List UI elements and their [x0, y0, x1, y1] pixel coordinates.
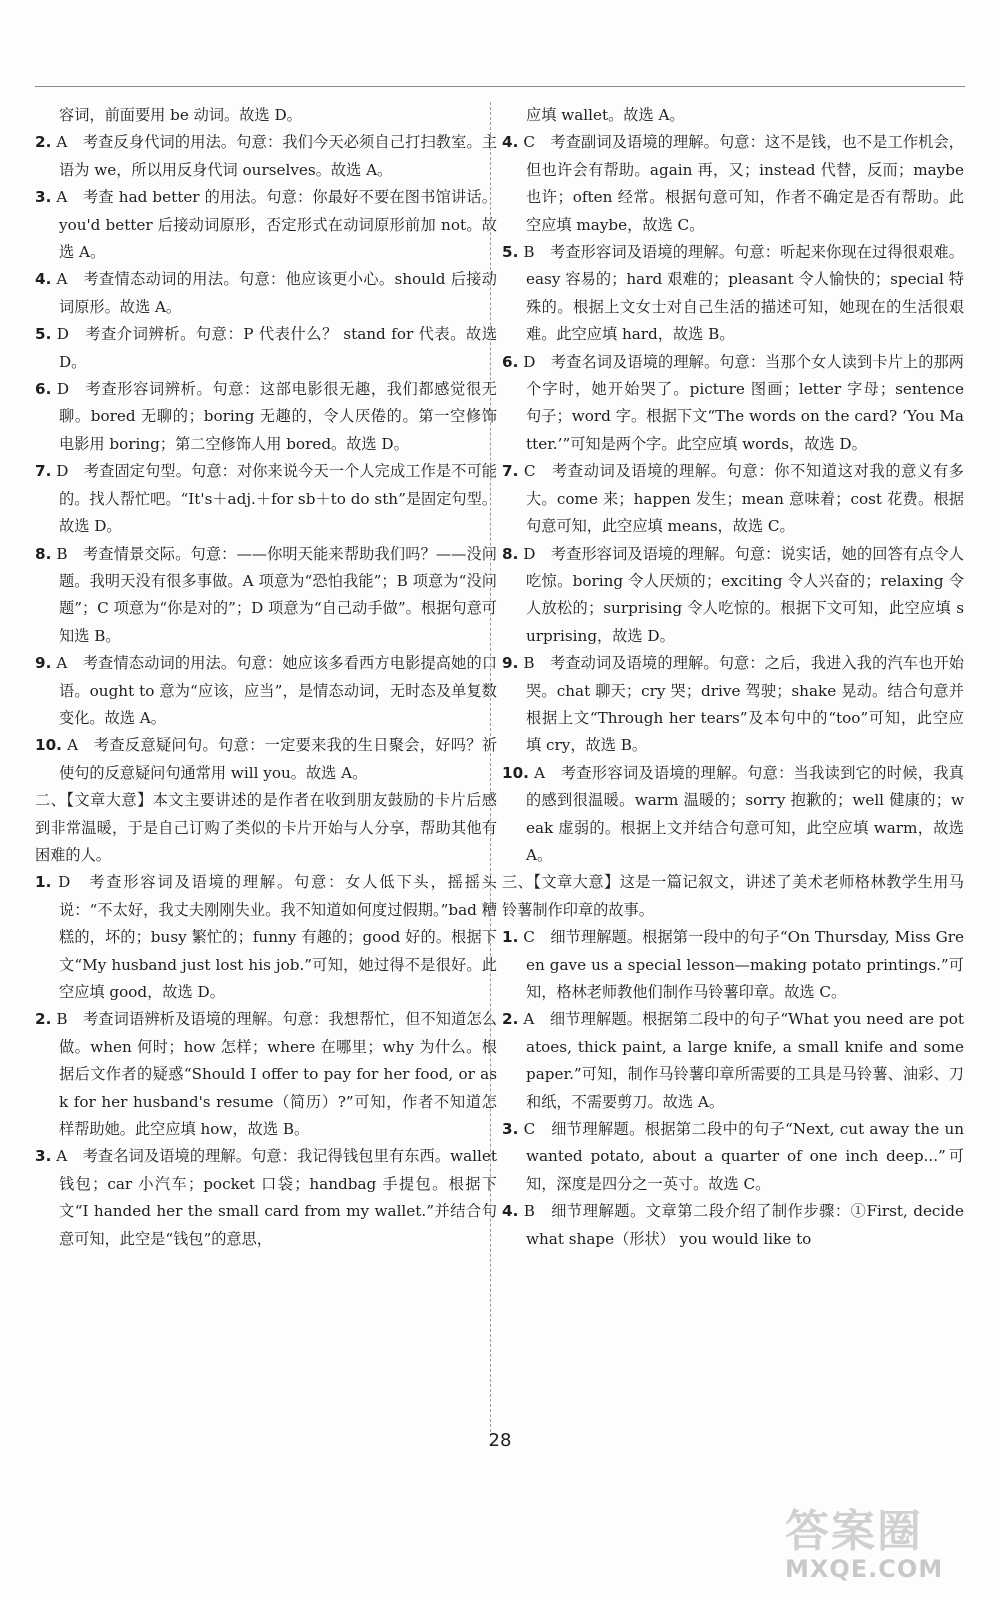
item-number: 6.: [502, 352, 519, 371]
answer-item: [35, 1006, 497, 1143]
answer-item: [502, 129, 964, 239]
item-number: 3.: [35, 1147, 52, 1166]
left-column: [35, 102, 497, 1253]
top-rule: [35, 86, 965, 87]
answer-item: [35, 184, 497, 266]
item-text: A 考查反意疑问句。句意：一定要来我的生日聚会，好吗？祈使句的反意疑问句通常用 will you。故选 A。: [59, 736, 498, 782]
item-text: A 考查情态动词的用法。句意：她应该多看西方电影提高她的口语。ought to 意为“应该，应当”，是情态动词，无时态及单复数变化。故选 A。: [56, 654, 498, 727]
item-text: C 考查副词及语境的理解。句意：这不是钱，也不是工作机会，但也许会有帮助。again 再，又；instead 代替，反而；maybe 也许；often 经常。根据句意可知，作者不确定是否有帮助。此空应填 maybe，故选 C。: [523, 133, 964, 234]
item-number: 4.: [35, 270, 52, 289]
item-text: A 考查情态动词的用法。句意：他应该更小心。should 后接动词原形。故选 A。: [56, 270, 497, 316]
item-text: D 考查介词辨析。句意：P 代表什么？ stand for 代表。故选 D。: [56, 325, 498, 371]
item-number: 3.: [502, 1120, 519, 1139]
answer-item: [35, 458, 497, 540]
watermark: [785, 1495, 985, 1595]
item-text: D 考查名词及语境的理解。句意：当那个女人读到卡片上的那两个字时，她开始哭了。picture 图画；letter 字母；sentence 句子；word 字。根据下文“The words on the card? ‘You Matter.’”可知是两个字。此空应填 words，故选 D。: [523, 352, 964, 453]
item-text: B 考查形容词及语境的理解。句意：听起来你现在过得很艰难。easy 容易的；hard 艰难的；pleasant 令人愉快的；special 特殊的。根据上文女士对自己生活的描述可知，她现在的生活很艰难。此空应填 hard，故选 B。: [523, 243, 964, 344]
item-text: C 细节理解题。根据第一段中的句子“On Thursday, Miss Green gave us a special lesson—making potato printings.”可知，格林老师教他们制作马铃薯印章。故选 C。: [523, 928, 965, 1001]
answer-item: [502, 650, 964, 760]
continued-text: 应填 wallet。故选 A。: [526, 106, 685, 124]
item-number: 5.: [35, 325, 52, 344]
continued-text: 容词，前面要用 be 动词。故选 D。: [59, 106, 302, 124]
item-text: D 考查形容词及语境的理解。句意：女人低下头，摇摇头说：“不太好，我丈夫刚刚失业。我不知道如何度过假期。”bad 糟糕的，坏的；busy 繁忙的；funny 有趣的；good 好的。根据下文“My husband just lost his job.”可知，她过得不是很好。此空应填 good，故选 D。: [58, 873, 497, 1001]
item-number: 5.: [502, 243, 519, 262]
answer-item: [35, 541, 497, 651]
answer-item: [35, 266, 497, 321]
item-text: A 考查名词及语境的理解。句意：我记得钱包里有东西。wallet 钱包；car 小汽车；pocket 口袋；handbag 手提包。根据下文“I handed her the small card from my wallet.”并结合句意可知，此空是“钱包”的意思，: [56, 1147, 497, 1248]
item-number: 7.: [502, 462, 519, 481]
item-text: D 考查形容词及语境的理解。句意：说实话，她的回答有点令人吃惊。boring 令人厌烦的；exciting 令人兴奋的；relaxing 令人放松的；surprising 令人吃惊的。根据下文可知，此空应填 surprising，故选 D。: [523, 544, 964, 645]
answer-item: [502, 1116, 964, 1198]
right-column: [502, 102, 964, 1253]
answer-item: [35, 869, 497, 1006]
item-text: B 考查词语辨析及语境的理解。句意：我想帮忙，但不知道怎么做。when 何时；how 怎样；where 在哪里；why 为什么。根据后文作者的疑惑“Should I offer to pay for her food, or ask for her husband's resume（简历）?”可知，作者不知道怎样帮助她。此空应填 how，故选 B。: [56, 1010, 497, 1139]
item-text: C 细节理解题。根据第二段中的句子“Next, cut away the unwanted potato, about a quarter of one inch deep...”可知，深度是四分之一英寸。故选 C。: [523, 1120, 965, 1193]
answer-item: [502, 458, 964, 540]
item-text: A 考查反身代词的用法。句意：我们今天必须自己打扫教室。主语为 we，所以用反身代词 ourselves。故选 A。: [56, 133, 498, 179]
item-text: A 考查形容词及语境的理解。句意：当我读到它的时候，我真的感到很温暖。warm 温暖的；sorry 抱歉的；well 健康的；weak 虚弱的。根据上文并结合句意可知，此空应填 warm，故选 A。: [526, 763, 965, 864]
answer-item: [502, 541, 964, 651]
item-text: D 考查固定句型。句意：对你来说今天一个人完成工作是不可能的。找人帮忙吧。“It's＋adj.＋for sb＋to do sth”是固定句型。故选 D。: [56, 462, 497, 536]
item-number: 1.: [502, 928, 519, 947]
item-number: 10.: [502, 763, 529, 782]
item-text: B 考查动词及语境的理解。句意：之后，我进入我的汽车也开始哭。chat 聊天；cry 哭；drive 驾驶；shake 晃动。结合句意并根据上文“Through her tears”及本句中的“too”可知，此空应填 cry，故选 B。: [523, 654, 964, 755]
item-number: 2.: [35, 133, 52, 152]
answer-item: [502, 760, 964, 870]
column-divider: [490, 102, 491, 1437]
item-number: 4.: [502, 1202, 519, 1221]
item-text: B 考查情景交际。句意：——你明天能来帮助我们吗？——没问题。我明天没有很多事做。A 项意为“恐怕我能”；B 项意为“没问题”；C 项意为“你是对的”；D 项意为“自己动手做”。根据句意可知选 B。: [56, 544, 497, 645]
item-text: A 考查 had better 的用法。句意：你最好不要在图书馆讲话。you'd better 后接动词原形，否定形式在动词原形前加 not。故选 A。: [56, 188, 497, 262]
item-number: 10.: [35, 736, 62, 755]
item-number: 3.: [35, 188, 52, 207]
answer-item: [35, 1143, 497, 1253]
answer-item: [502, 239, 964, 349]
item-number: 6.: [35, 380, 52, 399]
item-text: C 考查动词及语境的理解。句意：你不知道这对我的意义有多大。come 来；happen 发生；mean 意味着；cost 花费。根据句意可知，此空应填 means，故选 C。: [523, 462, 964, 536]
item-text: D 考查形容词辨析。句意：这部电影很无趣，我们都感觉很无聊。bored 无聊的；boring 无趣的，令人厌倦的。第一空修饰电影用 boring；第二空修饰人用 bored。故选 D。: [56, 380, 497, 453]
item-text: A 细节理解题。根据第二段中的句子“What you need are potatoes, thick paint, a large knife, a small knife and some paper.”可知，制作马铃薯印章所需要的工具是马铃薯、油彩、刀和纸，不需要剪刀。故选 A。: [523, 1010, 964, 1111]
item-number: 7.: [35, 462, 52, 481]
watermark-url: MXQE.COM: [785, 1555, 944, 1583]
section-summary: 三、【文章大意】这是一篇记叙文，讲述了美术老师格林教学生用马铃薯制作印章的故事。: [502, 873, 964, 919]
item-number: 4.: [502, 133, 519, 152]
item-number: 9.: [35, 654, 52, 673]
item-number: 8.: [502, 544, 519, 563]
answer-item: [502, 1006, 964, 1116]
answer-item: [502, 1198, 964, 1253]
answer-item: [35, 376, 497, 458]
answer-item: [35, 732, 497, 787]
answer-item: [35, 650, 497, 732]
answer-item: [35, 321, 497, 376]
page-number: 28: [488, 1430, 512, 1451]
item-text: B 细节理解题。文章第二段介绍了制作步骤：①First, decide what shape（形状） you would like to: [523, 1202, 965, 1248]
item-number: 8.: [35, 544, 52, 563]
item-number: 1.: [35, 873, 52, 892]
watermark-logo: 答案圈: [785, 1506, 923, 1557]
item-number: 9.: [502, 654, 519, 673]
section-summary: 二、【文章大意】本文主要讲述的是作者在收到朋友鼓励的卡片后感到非常温暖，于是自己订购了类似的卡片开始与人分享，帮助其他有困难的人。: [35, 791, 497, 864]
answer-item: [502, 924, 964, 1006]
item-number: 2.: [35, 1010, 52, 1029]
answer-item: [502, 349, 964, 459]
item-number: 2.: [502, 1010, 519, 1029]
answer-item: [35, 129, 497, 184]
